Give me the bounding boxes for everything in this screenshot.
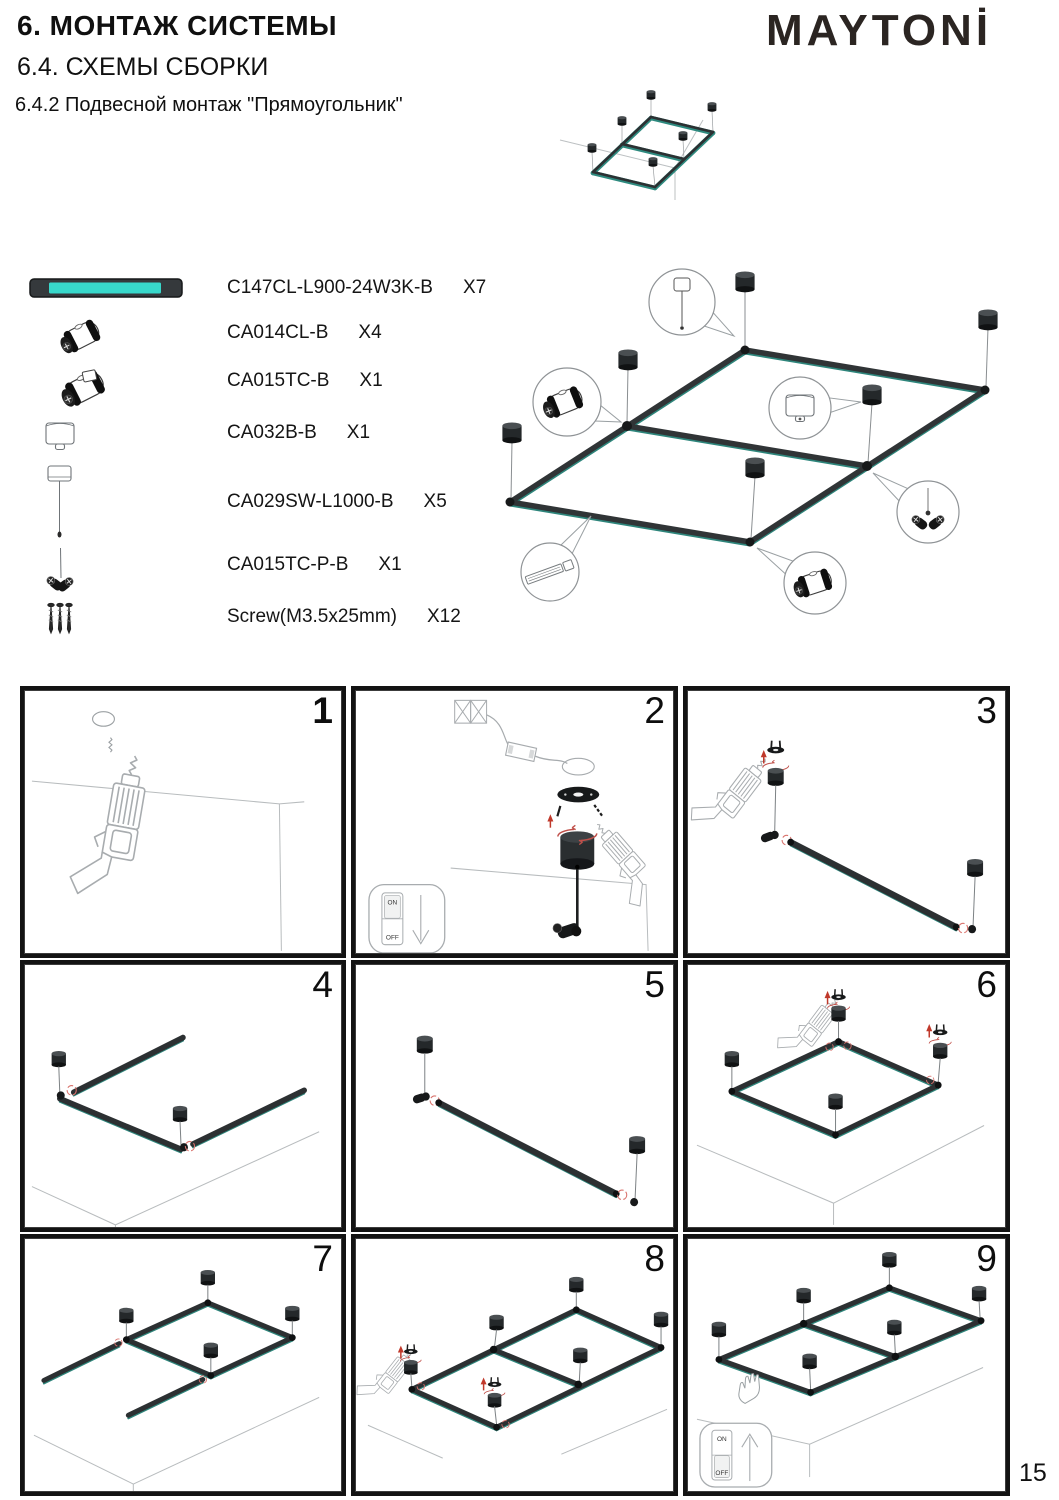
- step-panel-7: [20, 1234, 346, 1496]
- track-frame: [412, 1310, 661, 1431]
- drill-icon: [68, 748, 150, 902]
- part-row: [227, 606, 461, 628]
- step-panel-8: [351, 1234, 678, 1496]
- step-panel-5: [351, 960, 678, 1232]
- screw-icon: [557, 806, 560, 816]
- step-panel-6: [683, 960, 1010, 1232]
- joint-marker: [959, 923, 968, 933]
- switch-on-label: ON: [717, 1436, 727, 1444]
- part-row: [227, 491, 447, 513]
- part-qty: X1: [359, 370, 383, 391]
- part-qty: X1: [378, 554, 402, 575]
- canopy-icon: [573, 1348, 587, 1364]
- canopy-icon: [972, 1286, 986, 1302]
- step-4-illustration: [24, 964, 342, 1228]
- part-qty: X4: [358, 322, 382, 343]
- part-code: CA015TC-P-B: [227, 554, 349, 575]
- switch-off-label: OFF: [385, 934, 399, 942]
- suspension-wire: [635, 1153, 637, 1198]
- step-2-illustration: [355, 690, 674, 954]
- screw-icon: [109, 738, 112, 752]
- track-bars: [60, 1038, 304, 1153]
- canopy-icon: [488, 1393, 502, 1408]
- part-row: [227, 322, 382, 344]
- step-number: 1: [312, 690, 333, 731]
- canopy-icon: [887, 1320, 901, 1336]
- track-segment-icon: [30, 279, 182, 297]
- step-number: 5: [644, 964, 665, 1005]
- canopy-icon: [489, 1315, 503, 1331]
- canopy-icon: [712, 1322, 726, 1338]
- mount-plate-icon: [404, 1344, 418, 1354]
- canopy-icon: [204, 1343, 218, 1359]
- step-number: 8: [644, 1238, 665, 1279]
- step-panel-4: [20, 960, 346, 1232]
- canopy-icon: [119, 1308, 133, 1324]
- canopy-icon: [967, 859, 983, 877]
- ceiling-plane-lines: [34, 1397, 319, 1492]
- step-7-illustration: [24, 1238, 342, 1492]
- part-code: C147CL-L900-24W3K-B: [227, 277, 433, 298]
- canopy-icon: [802, 1354, 816, 1370]
- brand-logo: MAYTONİ: [766, 6, 993, 55]
- up-arrow-icon: [547, 814, 553, 827]
- ceiling-plane-lines: [697, 1126, 984, 1225]
- part-code: CA015TC-B: [227, 370, 330, 391]
- t-connector-icon: [57, 368, 108, 411]
- subsubsection-title: 6.4.2 Подвесной монтаж "Прямоугольник": [15, 94, 403, 116]
- step-5-illustration: [355, 964, 674, 1228]
- main-assembly-diagram: [499, 250, 1059, 650]
- ceiling-hole: [562, 758, 594, 775]
- part-qty: X5: [423, 491, 447, 512]
- part-code: Screw(M3.5x25mm): [227, 606, 397, 627]
- ceiling-cup-icon: [46, 423, 74, 450]
- switch-on-label: ON: [387, 899, 398, 907]
- page-number: 15: [1019, 1459, 1047, 1487]
- power-suspension-icon: [45, 548, 75, 593]
- switch-off-indicator: [369, 885, 445, 953]
- canopy-icon: [569, 1277, 583, 1293]
- canopy-icon: [285, 1306, 299, 1322]
- ceiling-plane-lines: [32, 781, 304, 951]
- ceiling-plane-lines: [451, 868, 648, 951]
- suspension-wire: [775, 785, 776, 831]
- canopy-icon: [796, 1288, 810, 1304]
- screws-icon: [48, 603, 72, 633]
- canopy-icon: [828, 1093, 842, 1109]
- canopy-icon: [629, 1136, 645, 1154]
- part-row: [227, 554, 402, 576]
- mount-plate-icon: [488, 1377, 502, 1387]
- step-number: 9: [976, 1238, 997, 1279]
- step-6-illustration: [687, 964, 1006, 1228]
- canopy-icon: [725, 1051, 739, 1067]
- part-row: [227, 422, 370, 444]
- switch-off-label: OFF: [715, 1470, 729, 1478]
- track-bar: [439, 1103, 616, 1194]
- drill-icon: [687, 740, 773, 840]
- mount-plate-icon: [767, 741, 784, 754]
- step-number: 3: [976, 690, 997, 731]
- canopy-icon: [831, 1005, 845, 1021]
- screw-icon: [594, 805, 603, 817]
- connector-blob: [968, 925, 976, 933]
- canopy-large-icon: [560, 831, 594, 869]
- part-qty: X7: [462, 277, 487, 298]
- section-title: 6. МОНТАЖ СИСТЕМЫ: [17, 10, 337, 41]
- part-row: [227, 277, 486, 299]
- junction-box-icon: [455, 700, 487, 723]
- suspension-wire: [973, 876, 975, 925]
- part-code: CA029SW-L1000-B: [227, 491, 394, 512]
- canopy-icon: [417, 1036, 433, 1054]
- step-8-illustration: [355, 1238, 674, 1492]
- cable: [535, 756, 567, 763]
- step-number: 7: [312, 1238, 333, 1279]
- hole-mark-icon: [93, 712, 115, 726]
- canopy-icon: [933, 1043, 947, 1059]
- step-panel-3: [683, 686, 1010, 958]
- straight-connector-icon: [56, 318, 103, 357]
- part-code: CA032B-B: [227, 422, 317, 443]
- mount-plate-icon: [933, 1024, 947, 1035]
- overview-diagram: [558, 78, 803, 248]
- track-frame: [44, 1303, 292, 1419]
- step-1-illustration: [24, 690, 342, 954]
- canopy-icon: [404, 1360, 418, 1375]
- step-number: 4: [312, 964, 333, 1005]
- canopy-icon: [52, 1051, 66, 1067]
- step-number: 2: [644, 690, 665, 731]
- part-code: CA014CL-B: [227, 322, 329, 343]
- mount-plate-icon: [831, 989, 845, 1000]
- subsection-title: 6.4. СХЕМЫ СБОРКИ: [17, 53, 269, 81]
- step-panel-9: [683, 1234, 1010, 1496]
- step-9-illustration: [687, 1238, 1006, 1492]
- callout-circles: [521, 269, 959, 614]
- mount-plate-icon: [557, 787, 599, 803]
- power-connector-icon: [553, 922, 581, 940]
- suspension-wire-icon: [48, 466, 71, 538]
- step-panel-1: [20, 686, 346, 958]
- canopy-icon: [768, 768, 784, 786]
- canopy-icon: [173, 1106, 187, 1122]
- canopy-icon: [882, 1252, 896, 1268]
- suspension-wires: [592, 99, 713, 187]
- driver-icon: [506, 742, 537, 761]
- canopy-icon: [201, 1270, 215, 1286]
- step-number: 6: [976, 964, 997, 1005]
- part-qty: X1: [346, 422, 371, 443]
- step-panel-2: [351, 686, 678, 958]
- part-row: [227, 370, 383, 392]
- switch-on-indicator: [700, 1423, 772, 1487]
- assembly-steps-grid: [20, 686, 1010, 1496]
- canopy-icon: [654, 1312, 668, 1328]
- track-bar: [791, 842, 956, 927]
- parts-list-icons: [25, 268, 220, 640]
- part-qty: X12: [426, 606, 461, 627]
- step-3-illustration: [687, 690, 1006, 954]
